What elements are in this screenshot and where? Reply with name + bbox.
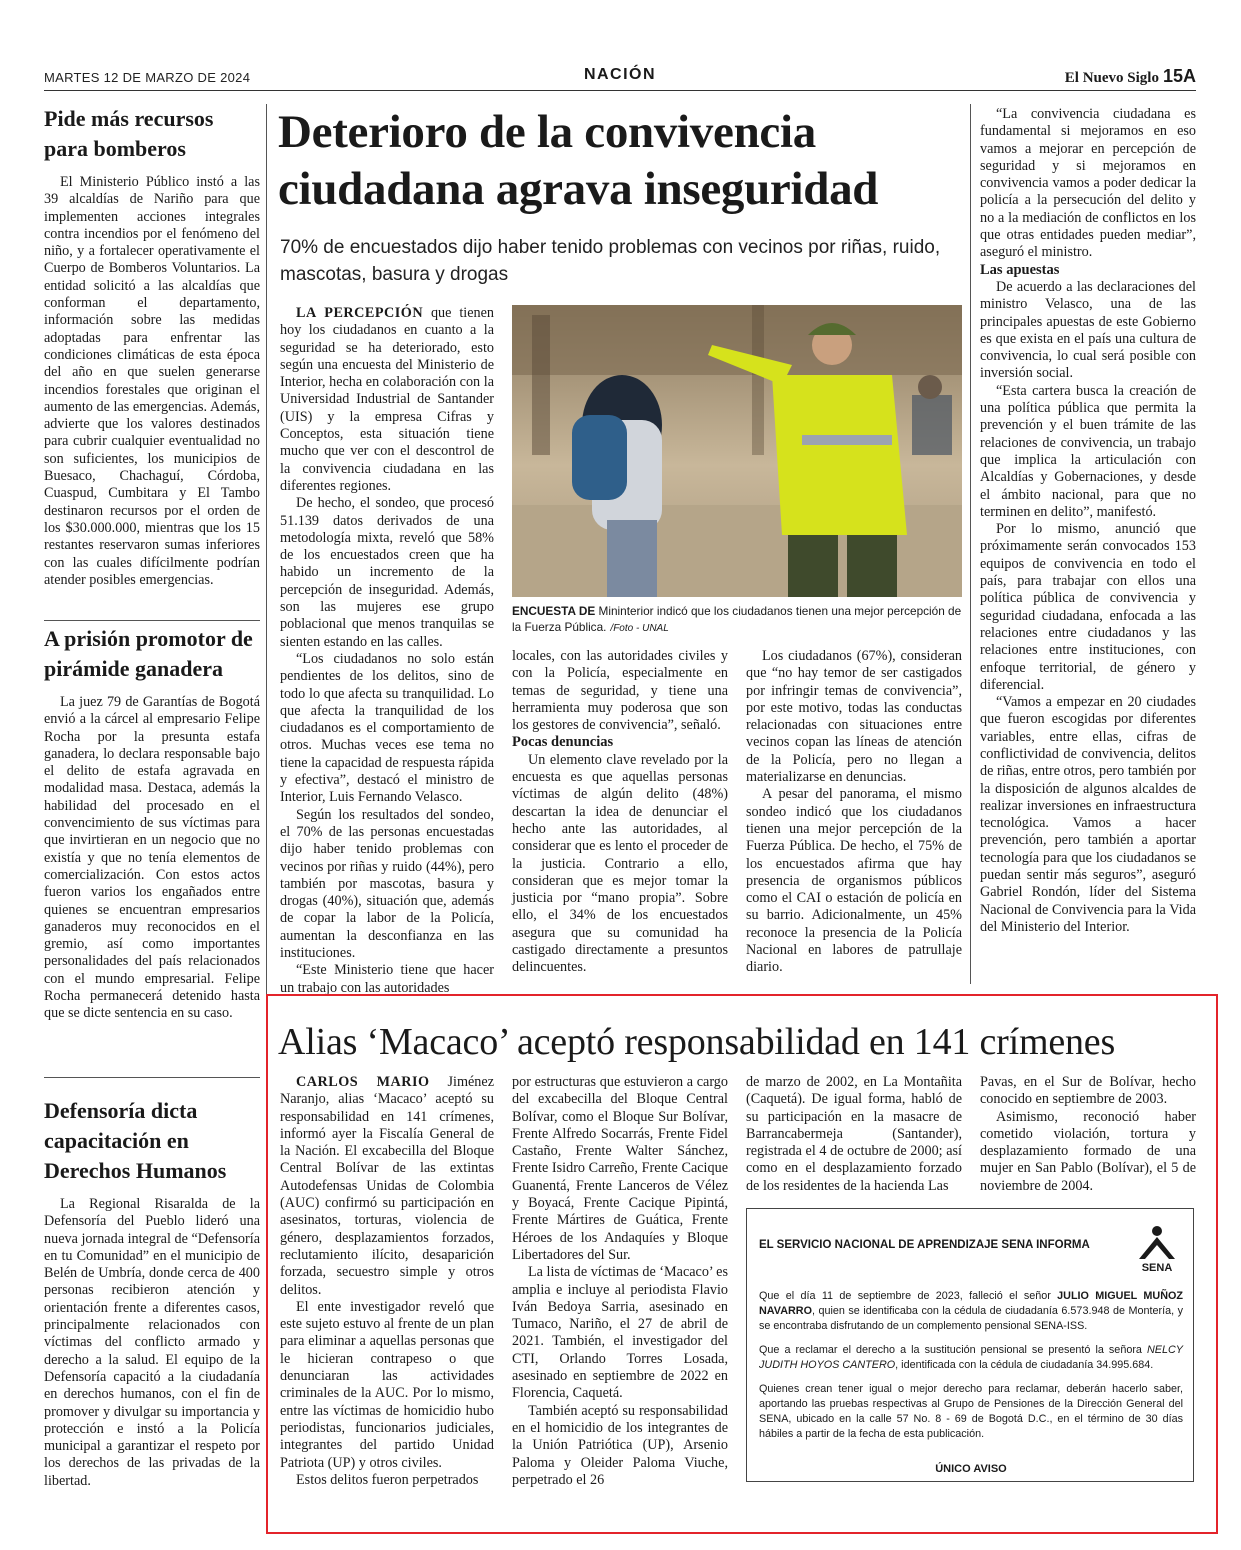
notice-text: Que el día 11 de septiembre de 2023, falleció el señor bbox=[759, 1290, 1058, 1302]
notice-paragraph bbox=[759, 1343, 1183, 1373]
story-body bbox=[44, 1196, 260, 1490]
news-photo bbox=[512, 305, 962, 597]
paragraph bbox=[280, 1074, 494, 1299]
notice-footer: ÚNICO AVISO bbox=[935, 1463, 1007, 1475]
paragraph: “Los ciudadanos no solo están pendientes de los delitos, sino de todo lo que afecta su tranquilidad. Lo que afecta la tranquilidad de los ciudadanos es el comportamiento de otros. Muchas veces ese tema no tiene la capacidad de respuesta rápida y efectiva”, destacó el ministro de Interior, Luis Fernando Velasco. bbox=[280, 650, 494, 806]
paragraph: Los ciudadanos (67%), consideran que “no hay temor de ser castigados por infringir temas de convivencia”, por este motivo, todas las conductas relacionadas con situaciones entre vecinos copan las líneas de atención de la Policía, pero no llegan a materializarse en denuncias. bbox=[746, 648, 962, 786]
box-headline: Alias ‘Macaco’ aceptó responsabilidad en 141 crímenes bbox=[278, 1021, 1116, 1063]
notice-paragraph: Quienes crean tener igual o mejor derecho para reclamar, deberán hacerlo saber, aportando las pruebas respectivas al Grupo de Pensiones de la Dirección General del SENA, ubicado en la calle 57 No. 8 - 69 de Bogotá D.C., en el término de 30 días hábiles a partir de la fecha de esta publicación. bbox=[759, 1383, 1183, 1440]
paragraph: “Esta cartera busca la creación de una política pública que permita la prevención y el buen trámite de las relaciones de convivencia, un trabajo que implica la articulación con Alcaldías y Gobernaciones, y desde el ámbito nacional, para que no terminen en delito”, manifestó. bbox=[980, 382, 1196, 520]
story-body bbox=[44, 174, 260, 589]
paragraph: De hecho, el sondeo, que procesó 51.139 datos derivados de una metodología mixta, reveló que 58% de los encuestados creen que ha habido un incremento de la percepción de inseguridad. Además, son las mujeres ese grupo poblacional que menos tranquilas se sienten estando en las calles. bbox=[280, 495, 494, 650]
paragraph: Pavas, en el Sur de Bolívar, hecho conocido en septiembre de 2003. bbox=[980, 1074, 1196, 1108]
paragraph: La juez 79 de Garantías de Bogotá envió a la cárcel al empresario Felipe Rocha por la presunta estafa ganadera, lo declara responsable bajo el delito de estafa agravada en modalidad masa. Destaca, además la habilidad del procesado en el convencimiento de sus víctimas para que invirtieran en un negocio que no existía y que no tenía elementos de comercialización. Con estos actos fueron varios los engañados entre quienes se encuentran empresarios ganaderos muy reconocidos en el gremio, así como importantes personalidades del país relacionados con el mundo empresarial. Felipe Rocha permanecerá detenido hasta que se dicte sentencia en su caso. bbox=[44, 694, 260, 1022]
paragraph: La Regional Risaralda de la Defensoría del Pueblo lideró una nueva jornada integral de “Defensoría en tu Comunidad” en el municipio de Belén de Umbría, donde cerca de 400 personas recibieron atención y orientación frente a diferentes casos, principalmente relacionados con víctimas del conflicto armado y derecho a la salud. El equipo de la Defensoría capacitó a la ciudadanía en derechos humanos, con el fin de promover y divulgar su importancia y protección e instó a la Policía municipal a garantizar el respeto por los derechos de las privadas de la libertad. bbox=[44, 1196, 260, 1489]
deceased-name: JULIO MIGUEL MUÑOZ NAVARRO bbox=[759, 1290, 1183, 1317]
svg-text:SENA: SENA bbox=[1141, 1262, 1173, 1274]
paragraph: locales, con las autoridades civiles y con la Policía, especialmente en temas de seguridad, y tiene una herramienta muy poderosa que son los gestores de convivencia”, señaló. bbox=[512, 648, 728, 734]
story-title: Pide más recursos para bomberos bbox=[44, 106, 214, 161]
paragraph: por estructuras que estuvieron a cargo del excabecilla del Bloque Central Bolívar, como el Bloque Sur Bolívar, Frente Alfredo Socarrás, Frente Fidel Castaño, Frente Walter Sánchez, Frente Isidro Carreño, Frente Cacique Guanentá, Frente Lanceros de Vélez y Boyacá, Frente Cacique Pipintá, Frente Mártires de Guática, Frente Héroes de los Andaquíes y Bloque Libertadores del Sur. bbox=[512, 1074, 728, 1263]
paragraph: La lista de víctimas de ‘Macaco’ es amplia e incluye al periodista Flavio Iván Bedoya Sarria, asesinado en Tumaco, Nariño, el 27 de abril de 2021. También, el investigador del CTI, Orlando Torres Losada, asesinado en septiembre de 2022 en Florencia, Caquetá. bbox=[512, 1264, 728, 1402]
paragraph: Por lo mismo, anunció que próximamente serán convocados 153 equipos de convivencia en todo el país, para trabajar con ellos una política pública de convivencia y seguridad ciudadana, enfocada a las relaciones entre ciudadanos y las relaciones entre instituciones, con enfoque territorial, de género y diferencial. bbox=[980, 521, 1196, 693]
main-column-2 bbox=[512, 648, 728, 977]
paper-name: El Nuevo Siglo bbox=[1064, 70, 1159, 86]
notice-body bbox=[759, 1289, 1183, 1451]
claimant-name: NELCY JUDITH HOYOS CANTERO bbox=[759, 1344, 1183, 1371]
notice-paragraph bbox=[759, 1289, 1183, 1334]
paragraph: También aceptó su responsabilidad en el homicidio de los integrantes de la Unión Patriótica (UP), Arsenio Paloma y Oleider Paloma Viuche, perpetrado el 26 bbox=[512, 1402, 728, 1488]
column-divider bbox=[266, 104, 267, 994]
sena-notice bbox=[746, 1208, 1194, 1482]
story-title: Defensoría dicta capacitación en Derechos Humanos bbox=[44, 1098, 227, 1183]
header-rule bbox=[44, 90, 1196, 91]
box-column-1 bbox=[280, 1074, 494, 1489]
paragraph-text: Jiménez Naranjo, alias ‘Macaco’ aceptó su responsabilidad en 141 crímenes, informó ayer la Fiscalía General de la Nación. El excabecilla del Bloque Central Bolívar de las extintas Autodefensas Unidas de Colombia (AUC) confirmó su participación en asesinatos, torturas, violencia de género, desplazamientos forzados, reclutamiento ilícito, desaparición forzada, secuestro simple y otros delitos. bbox=[280, 1074, 494, 1298]
paragraph bbox=[280, 305, 494, 495]
subheading: Pocas denuncias bbox=[512, 734, 614, 751]
notice-text: , quien se identificaba con la cédula de ciudadanía 6.573.948 de Montería, y se encontraba disfrutando de un complemento pensional SENA-ISS. bbox=[759, 1305, 1183, 1332]
paragraph: Un elemento clave revelado por la encuesta es que aquellas personas víctimas de algún delito (48%) descartan la idea de denunciar el hecho ante las autoridades, al considerar que es lento el proceder de la justicia. Contrario a ello, consideran que es mejor tomar la justicia por “mano propia”. Sobre ello, el 34% de los encuestados asegura que su comunidad ha castigado directamente a presuntos delincuentes. bbox=[512, 751, 728, 976]
paragraph-text: que tienen hoy los ciudadanos en cuanto a la seguridad se ha deteriorado, esto según una encuesta del Ministerio de Interior, hecha en colaboración con la Universidad Industrial de Santander (UIS) y la empresa Cifras y Conceptos, esta situación tiene mucho que ver con el descontrol de la convivencia ciudadana en las diferentes regiones. bbox=[280, 305, 494, 494]
main-column-4 bbox=[980, 106, 1196, 936]
box-column-3 bbox=[746, 1074, 962, 1195]
photo-caption bbox=[512, 603, 962, 637]
notice-text: Que a reclamar el derecho a la sustitución pensional se presentó la señora bbox=[759, 1344, 1147, 1356]
paper-masthead bbox=[1000, 66, 1196, 87]
story-body bbox=[44, 694, 260, 1023]
lead-words: CARLOS MARIO bbox=[296, 1074, 430, 1090]
lead-words: LA PERCEPCIÓN bbox=[296, 305, 424, 321]
page-number: 15A bbox=[1162, 66, 1196, 86]
notice-heading: EL SERVICIO NACIONAL DE APRENDIZAJE SENA INFORMA bbox=[759, 1239, 1090, 1251]
paragraph: “Vamos a empezar en 20 ciudades que fueron escogidas por diferentes variables, entre ellas, cifras de conflictividad de convivencia, delitos de riñas, entre otros, pero también por la disposición de algunos alcaldes de realizar inversiones en infraestructura tecnológica. Vamos a hacer prevención, pero también a aportar tecnología para que los ciudadanos se puedan sentir más seguros”, aseguró Gabriel Rondón, líder del Sistema Nacional de Convivencia para la Vida del Ministerio del Interior. bbox=[980, 694, 1196, 935]
paragraph: “Este Ministerio tiene que hacer un trabajo con las autoridades bbox=[280, 962, 494, 996]
main-headline: Deterioro de la convivencia ciudadana agrava inseguridad bbox=[278, 106, 879, 215]
paragraph: Asimismo, reconoció haber cometido violación, tortura y desplazamiento formado de una mujer en San Pablo (Bolívar), el 5 de noviembre de 2004. bbox=[980, 1108, 1196, 1194]
story-piramide bbox=[44, 624, 260, 1080]
paragraph: A pesar del panorama, el mismo sondeo indicó que los ciudadanos tienen una mejor percepción de la Fuerza Pública. De hecho, el 75% de los encuestados afirma que hay presencia de organismos públicos como el CAI o estación de policía en su barrio. Adicionalmente, un 45% reconoce la presencia de la Policía Nacional en labores de patrullaje diario. bbox=[746, 786, 962, 976]
left-sidebar bbox=[44, 104, 260, 1490]
paragraph: de marzo de 2002, en La Montañita (Caquetá). De igual forma, habló de su participación en la masacre de Barrancabermeja (Santander), registrada el 4 de octubre de 2000; así como en el desplazamiento forzado de los residentes de la hacienda Las bbox=[746, 1074, 962, 1194]
paragraph: “La convivencia ciudadana es fundamental si mejoramos en eso vamos a mejorar en percepción de seguridad y si mejoramos en convivencia vamos a poder dedicar la policía a la persecución del delito y no a la mediación de conflictos en los que otras entidades pueden mediar”, aseguró el ministro. bbox=[980, 106, 1196, 261]
divider bbox=[44, 1077, 260, 1078]
paragraph: El ente investigador reveló que este sujeto estuvo al frente de un plan para eliminar a aquellas personas que le hicieran contrapeso o que denunciaran las actividades criminales de la AUC. Por lo mismo, entre las víctimas de homicidio hubo periodistas, funcionarios judiciales, integrantes del partido Unidad Patriota (UP) y otros civiles. bbox=[280, 1298, 494, 1471]
main-column-1 bbox=[280, 305, 494, 997]
sena-logo-icon bbox=[1131, 1223, 1183, 1275]
story-bomberos bbox=[44, 104, 260, 610]
photo-credit: /Foto - UNAL bbox=[610, 623, 669, 634]
box-column-2 bbox=[512, 1074, 728, 1489]
paragraph: De acuerdo a las declaraciones del ministro Velasco, una de las principales apuestas de este Gobierno es que exista en el país una cultura de convivencia, lo cual será posible con inversión social. bbox=[980, 278, 1196, 382]
photo-illustration bbox=[512, 305, 962, 597]
caption-text: Mininterior indicó que los ciudadanos tienen una mejor percepción de la Fuerza Pública. bbox=[512, 604, 962, 634]
column-divider bbox=[970, 104, 971, 984]
main-column-3 bbox=[746, 648, 962, 977]
story-title: A prisión promotor de pirámide ganadera bbox=[44, 626, 253, 681]
paragraph: El Ministerio Público instó a las 39 alcaldías de Nariño para que implementen acciones integrales contra incendios por el fenómeno del niño, y a fortalecer operativamente el Cuerpo de Bomberos Voluntarios. La entidad solicitó a las alcaldías que conforman el departamento, información sobre las medidas adoptadas para enfrentar las condiciones climáticas de esta época del año en que suelen generarse incendios forestales que originan el aumento de las emergencias. Además, advierte que los valores destinados para cubrir cualquier eventualidad no son suficientes, los municipios de Buesaco, Chachaguí, Córdoba, Cuaspud, Cumbitara y El Tambo destinaron recursos por el orden de los $30.000.000, mientras que los 15 restantes reservaron sumas inferiores con las cuales difícilmente podrían atender posibles emergencias. bbox=[44, 174, 260, 588]
box-column-4 bbox=[980, 1074, 1196, 1195]
page-date: MARTES 12 DE MARZO DE 2024 bbox=[44, 70, 251, 85]
notice-text: , identificada con la cédula de ciudadanía 34.995.684. bbox=[895, 1359, 1154, 1371]
paragraph: Estos delitos fueron perpetrados bbox=[296, 1471, 479, 1488]
story-defensoria bbox=[44, 1096, 260, 1490]
divider bbox=[44, 620, 260, 621]
subheading: Las apuestas bbox=[980, 261, 1060, 278]
section-name: NACIÓN bbox=[583, 66, 657, 83]
caption-lead: ENCUESTA DE bbox=[512, 604, 596, 618]
main-subtitle: 70% de encuestados dijo haber tenido problemas con vecinos por riñas, ruido, mascotas, basura y drogas bbox=[280, 237, 941, 285]
paragraph: Según los resultados del sondeo, el 70% de las personas encuestadas dijo haber tenido problemas con vecinos por riñas y ruido (44%), pero también por mascotas, basura y drogas (40%), situación que, además de copar la labor de la Policía, aumentan la desconfianza en las instituciones. bbox=[280, 806, 494, 961]
